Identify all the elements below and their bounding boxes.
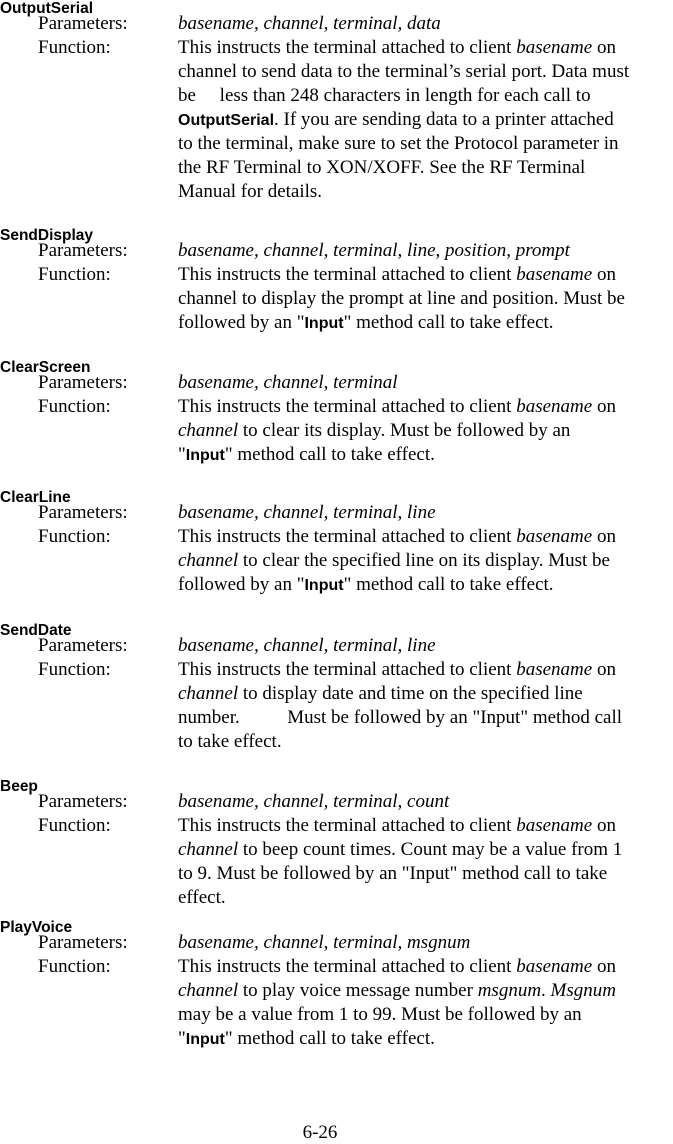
description-line [178, 573, 616, 597]
text: channel to send data to the terminal’s serial port. Data must [178, 61, 630, 82]
description-line [178, 886, 622, 910]
parameter-reference: basename [516, 526, 593, 547]
parameters-value: basename, channel, terminal, count [178, 791, 450, 812]
function-description [178, 395, 616, 467]
method-reference: Input [304, 315, 344, 332]
function-label: Function: [38, 526, 111, 547]
text: to 9. Must be followed by an "Input" method call to take [178, 863, 608, 884]
text: " [178, 1028, 186, 1049]
description-line [178, 443, 616, 467]
description-line [178, 730, 622, 754]
text: on [592, 659, 616, 680]
description-line [178, 1003, 616, 1027]
description-line [178, 658, 622, 682]
text: This instructs the terminal attached to client [178, 264, 517, 285]
parameter-reference: basename [516, 659, 593, 680]
parameter-reference: channel [178, 420, 239, 441]
parameter-reference: Msgnum [550, 980, 616, 1001]
text: This instructs the terminal attached to client [178, 526, 517, 547]
method-name: Beep [0, 778, 38, 795]
text: followed by an " [178, 312, 305, 333]
method-reference: OutputSerial [178, 112, 275, 129]
function-description [178, 36, 629, 204]
description-line [178, 862, 622, 886]
parameters-label: Parameters: [38, 635, 128, 656]
parameters-label: Parameters: [38, 502, 128, 523]
parameter-reference: channel [178, 683, 239, 704]
parameter-reference: basename [516, 396, 593, 417]
text: to the terminal, make sure to set the Protocol parameter in [178, 133, 619, 154]
text: on [592, 37, 616, 58]
function-description [178, 955, 616, 1051]
function-label: Function: [38, 264, 111, 285]
description-line [178, 180, 629, 204]
method-reference: Input [185, 447, 225, 464]
text: This instructs the terminal attached to client [178, 659, 517, 680]
text: Manual for details. [178, 181, 323, 202]
function-label: Function: [38, 956, 111, 977]
function-label: Function: [38, 37, 111, 58]
text: the RF Terminal to XON/XOFF. See the RF Terminal [178, 157, 586, 178]
text: " [178, 444, 186, 465]
function-description [178, 263, 625, 335]
description-line [178, 311, 625, 335]
function-description [178, 658, 622, 754]
method-reference: Input [185, 1031, 225, 1048]
text: to play voice message number [238, 980, 478, 1001]
description-line [178, 156, 629, 180]
text: to clear its display. Must be followed by an [238, 420, 571, 441]
text: to clear the specified line on its display. Must be [238, 550, 610, 571]
text: channel to display the prompt at line and position. Must be [178, 288, 625, 309]
text: may be a value from 1 to 99. Must be followed by an [178, 1004, 582, 1025]
parameter-reference: channel [178, 550, 239, 571]
description-line [178, 1027, 616, 1051]
method-name: SendDisplay [0, 227, 94, 244]
parameters-label: Parameters: [38, 240, 128, 261]
description-line [178, 36, 629, 60]
parameters-value: basename, channel, terminal, line, position, prompt [178, 240, 570, 261]
page-number: 6-26 [302, 1122, 338, 1143]
parameters-value: basename, channel, terminal, data [178, 13, 441, 34]
text: " method call to take effect. [343, 312, 554, 333]
parameters-label: Parameters: [38, 13, 128, 34]
description-line [178, 682, 622, 706]
parameters-label: Parameters: [38, 372, 128, 393]
parameter-reference: msgnum [477, 980, 542, 1001]
text: This instructs the terminal attached to client [178, 815, 517, 836]
method-name: OutputSerial [0, 0, 94, 17]
method-reference: Input [304, 577, 344, 594]
function-description [178, 525, 616, 597]
parameters-value: basename, channel, terminal, msgnum [178, 932, 471, 953]
text: to display date and time on the specified line [238, 683, 583, 704]
function-description [178, 814, 622, 910]
description-line [178, 287, 625, 311]
text: on [592, 264, 616, 285]
description-line [178, 419, 616, 443]
text: " method call to take effect. [343, 574, 554, 595]
description-line [178, 979, 616, 1003]
text: This instructs the terminal attached to client [178, 37, 517, 58]
text: followed by an " [178, 574, 305, 595]
text: This instructs the terminal attached to client [178, 956, 517, 977]
text: This instructs the terminal attached to client [178, 396, 517, 417]
description-line [178, 132, 629, 156]
method-name: SendDate [0, 622, 72, 639]
text: on [592, 396, 616, 417]
text: on [592, 956, 616, 977]
description-line [178, 84, 629, 108]
text: to take effect. [178, 731, 282, 752]
text: number. Must be followed by an "Input" method call [178, 707, 622, 728]
text: . [541, 980, 551, 1001]
description-line [178, 955, 616, 979]
text: on [592, 526, 616, 547]
text: " method call to take effect. [224, 1028, 435, 1049]
text: . If you are sending data to a printer attached [274, 109, 614, 130]
text: effect. [178, 887, 226, 908]
function-label: Function: [38, 396, 111, 417]
description-line [178, 706, 622, 730]
parameter-reference: basename [516, 37, 593, 58]
parameter-reference: channel [178, 839, 239, 860]
description-line [178, 814, 622, 838]
parameter-reference: basename [516, 264, 593, 285]
description-line [178, 108, 629, 132]
parameter-reference: channel [178, 980, 239, 1001]
method-name: ClearScreen [0, 359, 91, 376]
description-line [178, 263, 625, 287]
text: to beep count times. Count may be a value from 1 [238, 839, 623, 860]
description-line [178, 525, 616, 549]
description-line [178, 838, 622, 862]
parameters-value: basename, channel, terminal, line [178, 635, 436, 656]
method-name: PlayVoice [0, 919, 73, 936]
description-line [178, 60, 629, 84]
parameters-value: basename, channel, terminal [178, 372, 398, 393]
description-line [178, 395, 616, 419]
text: " method call to take effect. [224, 444, 435, 465]
parameters-label: Parameters: [38, 791, 128, 812]
text: on [592, 815, 616, 836]
parameters-value: basename, channel, terminal, line [178, 502, 436, 523]
parameter-reference: basename [516, 815, 593, 836]
method-name: ClearLine [0, 489, 71, 506]
parameter-reference: basename [516, 956, 593, 977]
parameters-label: Parameters: [38, 932, 128, 953]
function-label: Function: [38, 815, 111, 836]
function-label: Function: [38, 659, 111, 680]
text: be less than 248 characters in length for each call to [178, 85, 591, 106]
description-line [178, 549, 616, 573]
